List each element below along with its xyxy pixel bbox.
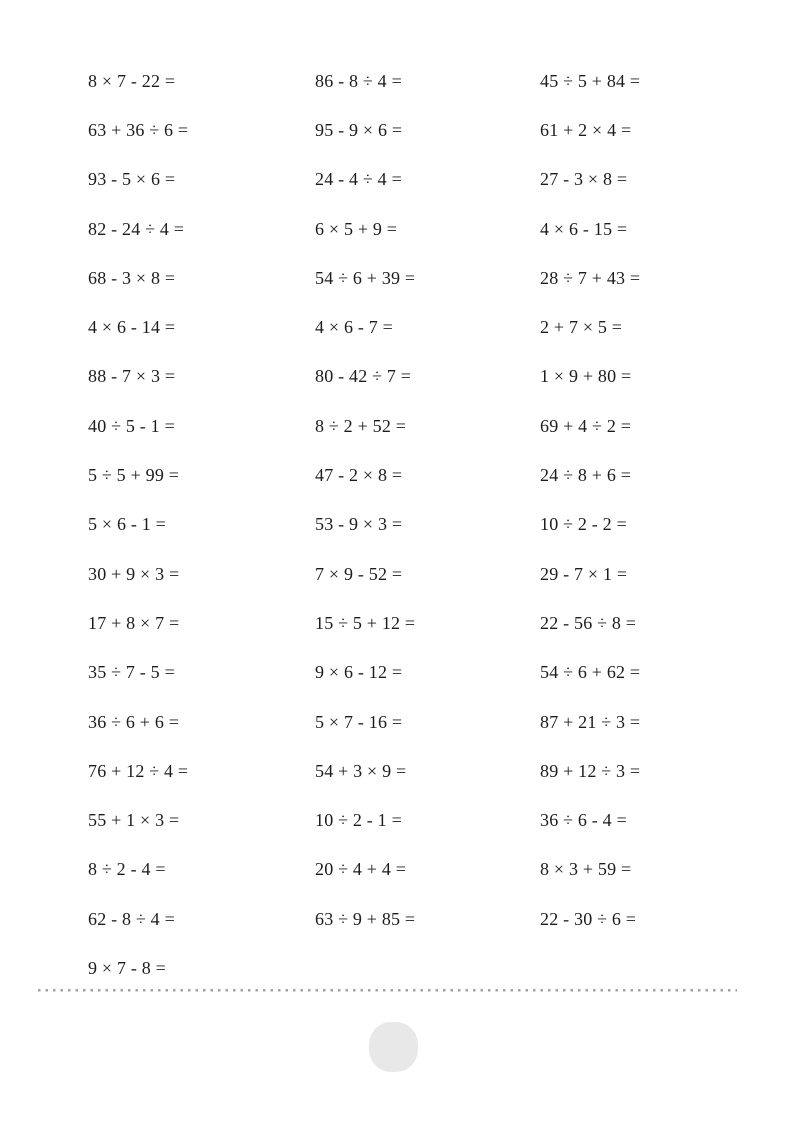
math-problem: 1 × 9 + 80 = [540, 366, 632, 387]
math-problem: 54 + 3 × 9 = [315, 760, 407, 781]
math-problem: 29 - 7 × 1 = [540, 563, 628, 584]
math-problem: 69 + 4 ÷ 2 = [540, 415, 632, 436]
math-problem: 8 × 7 - 22 = [88, 70, 176, 91]
math-problem: 28 ÷ 7 + 43 = [540, 267, 641, 288]
problem-row [0, 155, 793, 204]
math-problem: 62 - 8 ÷ 4 = [88, 908, 175, 929]
problem-row [0, 746, 793, 795]
math-problem: 4 × 6 - 15 = [540, 218, 628, 239]
math-problem: 47 - 2 × 8 = [315, 465, 403, 486]
problem-row [0, 697, 793, 746]
math-problem: 54 ÷ 6 + 39 = [315, 267, 416, 288]
problem-row [0, 401, 793, 450]
math-problem: 30 + 9 × 3 = [88, 563, 180, 584]
math-problem: 22 - 30 ÷ 6 = [540, 908, 637, 929]
math-problem: 5 × 6 - 1 = [88, 514, 166, 535]
problem-row [0, 204, 793, 253]
math-problem: 36 ÷ 6 + 6 = [88, 711, 180, 732]
math-problem: 24 - 4 ÷ 4 = [315, 169, 402, 190]
problem-row [0, 549, 793, 598]
math-problem: 8 ÷ 2 + 52 = [315, 415, 407, 436]
problem-row [0, 943, 793, 992]
problem-row [0, 648, 793, 697]
math-problem: 6 × 5 + 9 = [315, 218, 398, 239]
math-problem: 7 × 9 - 52 = [315, 563, 403, 584]
math-problem: 36 ÷ 6 - 4 = [540, 810, 627, 831]
math-problem: 15 ÷ 5 + 12 = [315, 612, 416, 633]
problem-row [0, 795, 793, 844]
math-problem: 4 × 6 - 7 = [315, 317, 393, 338]
math-problem: 27 - 3 × 8 = [540, 169, 628, 190]
math-problem: 8 × 3 + 59 = [540, 859, 632, 880]
math-problem: 45 ÷ 5 + 84 = [540, 70, 641, 91]
problem-row [0, 105, 793, 154]
problems-grid [0, 56, 793, 993]
math-problem: 61 + 2 × 4 = [540, 119, 632, 140]
math-problem: 63 + 36 ÷ 6 = [88, 119, 189, 140]
problem-row [0, 352, 793, 401]
math-problem: 68 - 3 × 8 = [88, 267, 176, 288]
footer-pill-shape [369, 1022, 418, 1072]
math-problem: 86 - 8 ÷ 4 = [315, 70, 402, 91]
math-problem: 53 - 9 × 3 = [315, 514, 403, 535]
math-problem: 40 ÷ 5 - 1 = [88, 415, 175, 436]
math-problem: 22 - 56 ÷ 8 = [540, 612, 637, 633]
math-problem: 35 ÷ 7 - 5 = [88, 662, 175, 683]
math-problem: 87 + 21 ÷ 3 = [540, 711, 641, 732]
math-problem: 24 ÷ 8 + 6 = [540, 465, 632, 486]
problem-row [0, 56, 793, 105]
math-problem: 95 - 9 × 6 = [315, 119, 403, 140]
math-problem: 88 - 7 × 3 = [88, 366, 176, 387]
problem-row [0, 500, 793, 549]
math-problem: 82 - 24 ÷ 4 = [88, 218, 185, 239]
problem-row [0, 894, 793, 943]
math-problem: 55 + 1 × 3 = [88, 810, 180, 831]
math-problem: 9 × 6 - 12 = [315, 662, 403, 683]
problem-row [0, 450, 793, 499]
problem-row [0, 598, 793, 647]
math-problem: 80 - 42 ÷ 7 = [315, 366, 412, 387]
math-problem: 4 × 6 - 14 = [88, 317, 176, 338]
math-problem: 9 × 7 - 8 = [88, 957, 166, 978]
math-problem: 8 ÷ 2 - 4 = [88, 859, 166, 880]
math-problem: 10 ÷ 2 - 2 = [540, 514, 627, 535]
math-problem: 5 ÷ 5 + 99 = [88, 465, 180, 486]
math-problem: 20 ÷ 4 + 4 = [315, 859, 407, 880]
math-problem: 76 + 12 ÷ 4 = [88, 760, 189, 781]
math-problem: 17 + 8 × 7 = [88, 612, 180, 633]
math-problem: 63 ÷ 9 + 85 = [315, 908, 416, 929]
math-problem: 2 + 7 × 5 = [540, 317, 623, 338]
problem-row [0, 253, 793, 302]
problem-row [0, 845, 793, 894]
math-problem: 93 - 5 × 6 = [88, 169, 176, 190]
dotted-separator-line [38, 989, 737, 992]
math-problem: 10 ÷ 2 - 1 = [315, 810, 402, 831]
math-problem: 89 + 12 ÷ 3 = [540, 760, 641, 781]
problem-row [0, 302, 793, 351]
math-problem: 54 ÷ 6 + 62 = [540, 662, 641, 683]
math-problem: 5 × 7 - 16 = [315, 711, 403, 732]
